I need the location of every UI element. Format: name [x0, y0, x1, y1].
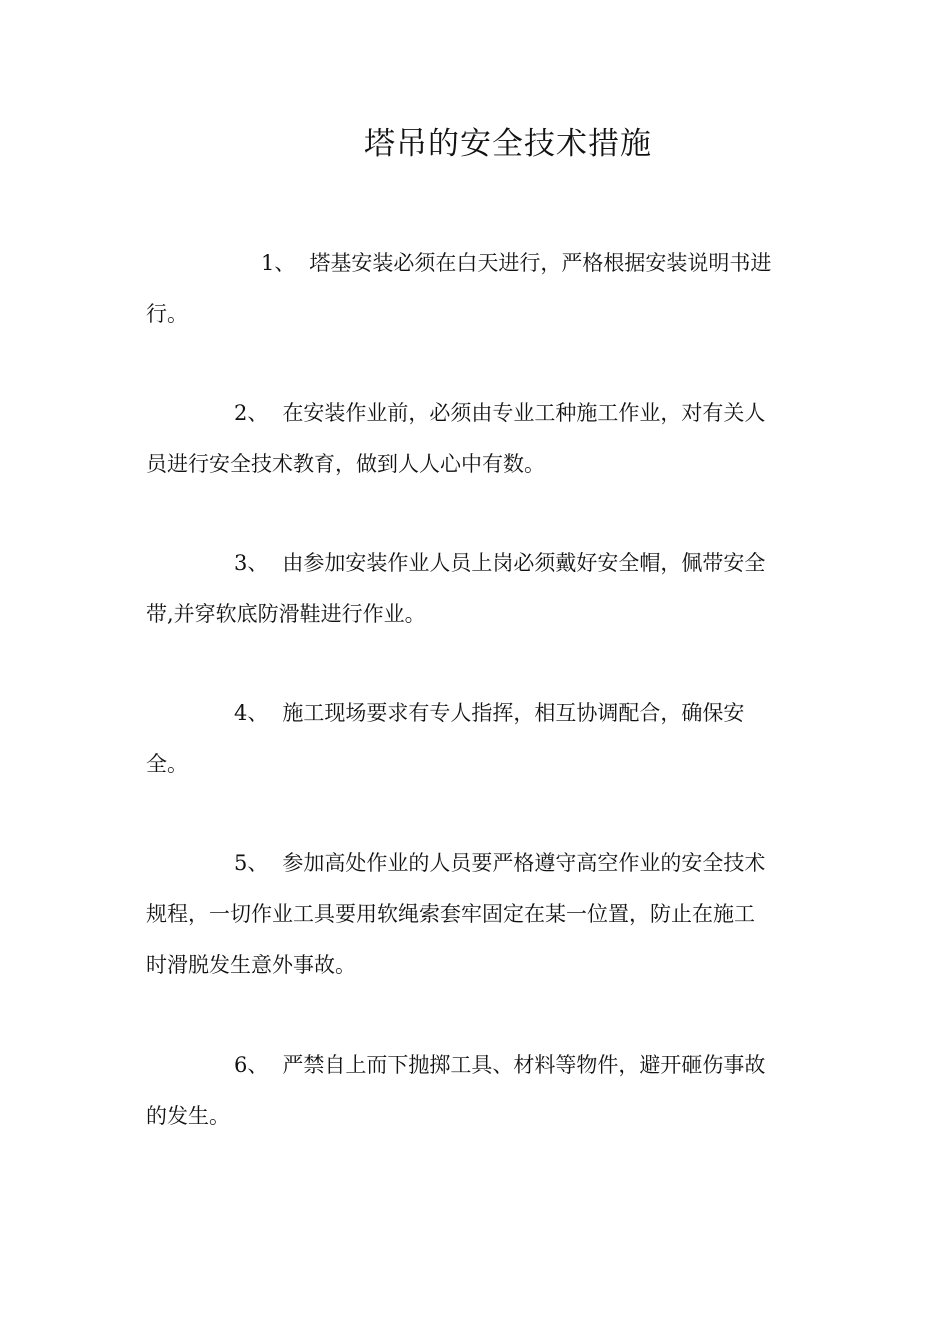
list-item — [146, 838, 796, 991]
item-line: 6、 严禁自上而下抛掷工具、材料等物件，避开砸伤事故 — [234, 1053, 766, 1077]
list-item — [146, 538, 796, 640]
item-number: 2、 — [234, 401, 269, 425]
item-line: 的发生。 — [146, 1104, 230, 1128]
item-line: 3、 由参加安装作业人员上岗必须戴好安全帽，佩带安全 — [234, 551, 766, 575]
item-line: 带,并穿软底防滑鞋进行作业。 — [146, 602, 426, 626]
item-number: 6、 — [234, 1053, 269, 1077]
item-line: 1、 塔基安装必须在白天进行，严格根据安装说明书进 — [261, 251, 772, 275]
item-line: 时滑脱发生意外事故。 — [146, 953, 356, 977]
item-line: 员进行安全技术教育，做到人人心中有数。 — [146, 452, 545, 476]
item-line: 行。 — [146, 302, 188, 326]
item-number: 4、 — [234, 701, 269, 725]
list-item — [146, 688, 796, 790]
item-line: 全。 — [146, 752, 188, 776]
list-item — [146, 238, 796, 340]
item-line: 4、 施工现场要求有专人指挥，相互协调配合，确保安 — [234, 701, 745, 725]
item-line: 5、 参加高处作业的人员要严格遵守高空作业的安全技术 — [234, 851, 766, 875]
item-number: 3、 — [234, 551, 269, 575]
item-number: 5、 — [234, 851, 269, 875]
list-item — [146, 388, 796, 490]
item-line: 2、 在安装作业前，必须由专业工种施工作业，对有关人 — [234, 401, 766, 425]
document-title: 塔吊的安全技术措施 — [364, 126, 652, 162]
item-line: 规程，一切作业工具要用软绳索套牢固定在某一位置，防止在施工 — [146, 902, 755, 926]
list-item — [146, 1040, 796, 1142]
item-number: 1、 — [261, 251, 296, 275]
